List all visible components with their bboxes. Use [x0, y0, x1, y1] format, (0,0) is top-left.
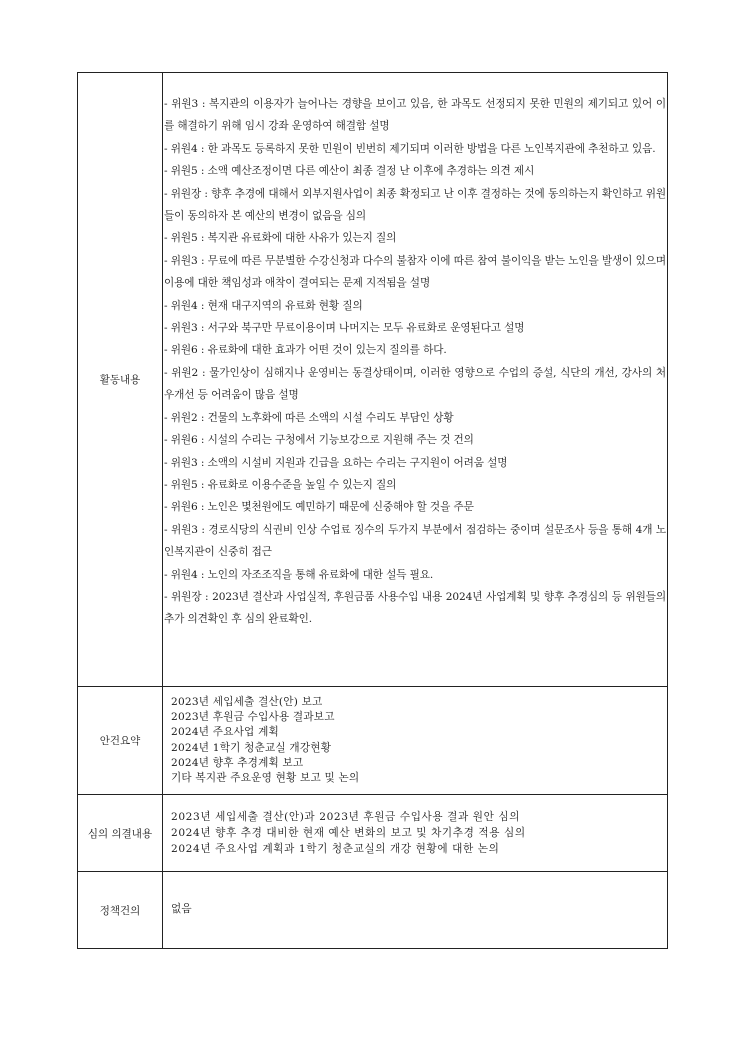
opinion-content	[163, 795, 668, 872]
meeting-record-table	[77, 72, 668, 949]
summary-item: 2024년 1학기 청춘교실 개강현황	[171, 741, 332, 754]
summary-item: 2024년 향후 추경계획 보고	[171, 756, 304, 769]
summary-row	[78, 687, 668, 795]
opinion-item: 2024년 향후 추경 대비한 현재 예산 변화의 보고 및 차기추경 적용 심의	[171, 827, 526, 839]
opinion-row	[78, 795, 668, 872]
summary-content	[163, 687, 668, 795]
activity-content	[163, 73, 668, 687]
activity-line: - 위원장 : 2023년 결산과 사업실적, 후원금품 사용수입 내용 2024년 사업계획 및 향후 추경심의 등 위원들의 추가 의견확인 후 심의 완료확인.	[164, 590, 666, 626]
activity-line: - 위원3 : 경로식당의 식권비 인상 수업료 징수의 두가지 부분에서 점검하는 중이며 설문조사 등을 통해 4개 노인복지관이 신중히 접근	[164, 523, 666, 559]
activity-line: - 위원6 : 유료화에 대한 효과가 어떤 것이 있는지 질의를 하다.	[164, 344, 447, 357]
activity-line: - 위원3 : 복지관의 이용자가 늘어나는 경향을 보이고 있음, 한 과목도 선정되지 못한 민원의 제기되고 있어 이를 해결하기 위해 임시 강좌 운영하여 해결함 설명	[164, 98, 666, 133]
policy-content	[163, 872, 668, 949]
activity-line: - 위원3 : 무료에 따른 무분별한 수강신청과 다수의 불참자 이에 따른 참여 불이익을 받는 노인을 발생이 있으며 이용에 대한 책임성과 애착이 결여되는 문제 지적됨을 설명	[164, 254, 666, 290]
policy-label: 정책건의	[78, 872, 163, 949]
activity-line: - 위원5 : 복지관 유료화에 대한 사유가 있는지 질의	[164, 232, 397, 245]
summary-item: 2023년 세입세출 결산(안) 보고	[171, 695, 323, 708]
summary-item: 기타 복지관 주요운영 현황 보고 및 논의	[171, 772, 360, 785]
policy-value: 없음	[171, 903, 192, 916]
activity-line: - 위원장 : 향후 추경에 대해서 외부지원사업이 최종 확정되고 난 이후 결정하는 것에 동의하는지 확인하고 위원들이 동의하자 본 예산의 변경이 없음을 심의	[164, 187, 666, 223]
opinion-label: 심의 의결내용	[78, 795, 163, 872]
activity-line: - 위원3 : 서구와 북구만 무료이용이며 나머지는 모두 유료화로 운영된다고 설명	[164, 322, 525, 335]
activity-line: - 위원4 : 노인의 자조조직을 통해 유료화에 대한 설득 필요.	[164, 568, 434, 581]
policy-row	[78, 872, 668, 949]
activity-line: - 위원2 : 물가인상이 심해지나 운영비는 동결상태이며, 이러한 영향으로 수업의 증설, 식단의 개선, 강사의 처우개선 등 어려움이 많음 설명	[164, 366, 666, 402]
activity-line: - 위원3 : 소액의 시설비 지원과 긴급을 요하는 수리는 구지원이 어려움 설명	[164, 456, 508, 469]
activity-line: - 위원4 : 한 과목도 등록하지 못한 민원이 빈번히 제기되며 이러한 방법을 다른 노인복지관에 추천하고 있음.	[164, 142, 656, 155]
summary-label: 안건요약	[78, 687, 163, 795]
activity-line: - 위원4 : 현재 대구지역의 유료화 현황 질의	[164, 299, 363, 312]
activity-line: - 위원6 : 노인은 몇천원에도 예민하기 때문에 신중해야 할 것을 주문	[164, 501, 474, 514]
activity-line: - 위원5 : 유료화로 이용수준을 높일 수 있는지 질의	[164, 478, 397, 491]
opinion-item: 2023년 세입세출 결산(안)과 2023년 후원금 수입사용 결과 원안 심의	[171, 811, 521, 823]
summary-item: 2023년 후원금 수입사용 결과보고	[171, 710, 335, 723]
activity-lines	[164, 93, 666, 631]
opinion-item: 2024년 주요사업 계획과 1학기 청춘교실의 개강 현황에 대한 논의	[171, 843, 500, 855]
activity-row	[78, 73, 668, 687]
activity-line: - 위원6 : 시설의 수리는 구청에서 기능보강으로 지원해 주는 것 건의	[164, 434, 474, 447]
activity-line: - 위원5 : 소액 예산조정이면 다른 예산이 최종 결정 난 이후에 추경하는 의견 제시	[164, 165, 535, 178]
summary-item: 2024년 주요사업 계획	[171, 726, 279, 739]
activity-line: - 위원2 : 건물의 노후화에 따른 소액의 시설 수리도 부담인 상황	[164, 411, 454, 424]
activity-label: 활동내용	[78, 73, 163, 687]
